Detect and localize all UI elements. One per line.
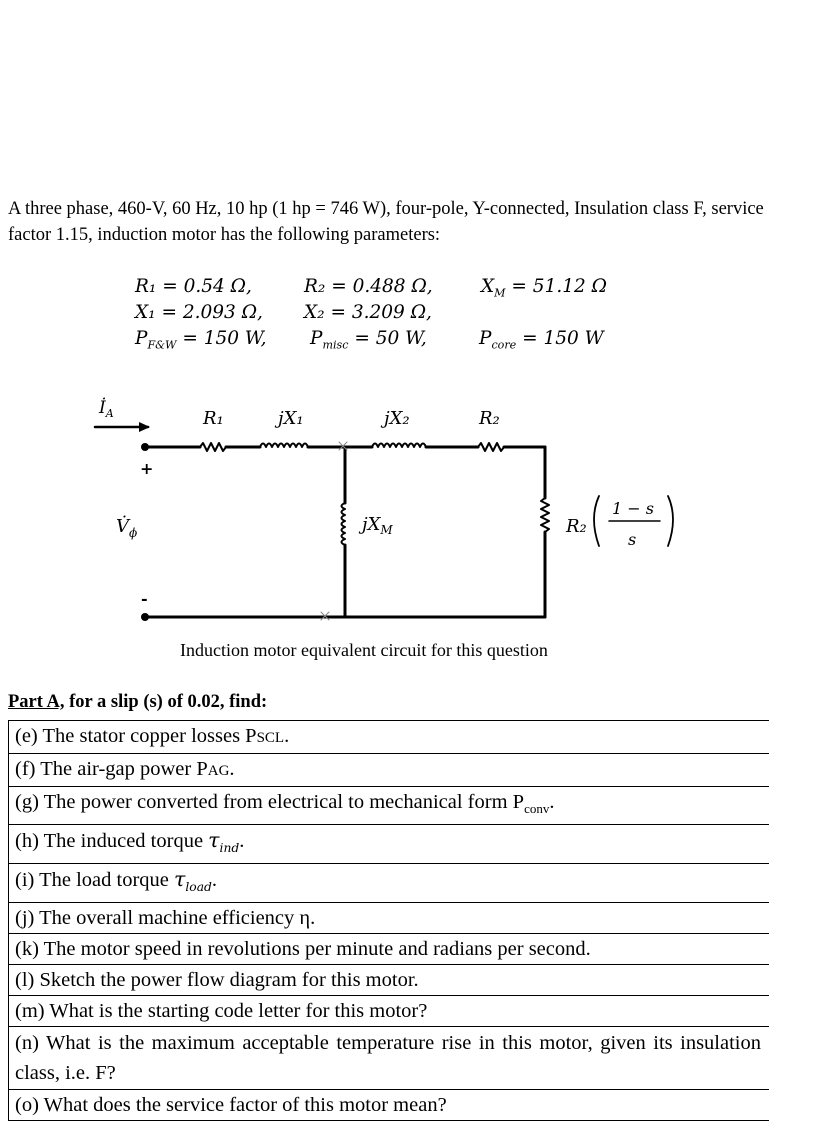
terminal-top: [141, 443, 149, 451]
load-resistor-symbol: [541, 498, 549, 532]
label-load-denominator: s: [628, 530, 637, 549]
label-jx1: jX₁: [278, 408, 304, 429]
param-xm: $X_M = 51.12$ Ω: [481, 276, 607, 300]
circuit-caption: Induction motor equivalent circuit for this question: [180, 640, 548, 660]
question-m: (m) What is the starting code letter for this motor?: [9, 996, 769, 1027]
load-paren-left: [594, 496, 599, 546]
part-a-title: Part A, for a slip (s) of 0.02, find:: [8, 692, 268, 712]
question-n: (n) What is the maximum acceptable temperature rise in this motor, given its insulation class, i.e. F?: [9, 1027, 769, 1090]
question-o: (o) What does the service factor of this motor mean?: [9, 1090, 769, 1121]
question-e: (e) The stator copper losses PSCL.: [9, 721, 769, 754]
param-r2: R₂ = 0.488 Ω,: [304, 276, 433, 297]
problem-intro: A three phase, 460-V, 60 Hz, 10 hp (1 hp = 746 W), four-pole, Y-connected, Insulation class F, service factor 1.15, induction motor has the following parameters:: [8, 199, 764, 245]
question-k: (k) The motor speed in revolutions per minute and radians per second.: [9, 934, 769, 965]
question-j: (j) The overall machine efficiency η.: [9, 903, 769, 934]
questions-table: [8, 720, 769, 1121]
param-x2: X₂ = 3.209 Ω,: [304, 302, 432, 323]
r2-resistor-symbol: [478, 443, 504, 451]
param-pcore: $P_{core} = 150$ W: [479, 328, 604, 352]
x2-inductor-symbol: [372, 444, 426, 448]
x1-inductor-symbol: [260, 444, 308, 448]
label-load-numerator: 1 − s: [612, 499, 654, 518]
label-vphi: $V̇_\phi$: [116, 516, 138, 540]
label-plus: +: [140, 459, 154, 478]
label-ia: $İ_A$: [99, 398, 114, 420]
param-x1: X₁ = 2.093 Ω,: [135, 302, 263, 323]
label-minus: -: [141, 589, 148, 608]
label-jx2: jX₂: [384, 408, 410, 429]
question-i: (i) The load torque $\tau_{load}$.: [9, 864, 769, 903]
question-h: (h) The induced torque $\tau_{ind}$.: [9, 825, 769, 864]
xm-inductor-symbol: [342, 503, 346, 545]
param-pfw: $P_{F\&W} = 150$ W,: [135, 328, 267, 352]
question-l: (l) Sketch the power flow diagram for this motor.: [9, 965, 769, 996]
terminal-bottom: [141, 613, 149, 621]
current-arrowhead: [139, 422, 150, 432]
question-g: (g) The power converted from electrical to mechanical form $P_{conv}$.: [9, 787, 769, 825]
label-r1: R₁: [203, 408, 224, 429]
label-load-r2: R₂: [566, 516, 587, 537]
r1-resistor-symbol: [200, 443, 226, 451]
label-r2: R₂: [479, 408, 500, 429]
question-f: (f) The air-gap power PAG.: [9, 754, 769, 787]
label-jxm: $jX_M$: [362, 514, 393, 537]
param-pmisc: $P_{misc} = 50$ W,: [310, 328, 427, 352]
param-r1: R₁ = 0.54 Ω,: [135, 276, 252, 297]
load-paren-right: [668, 496, 673, 546]
